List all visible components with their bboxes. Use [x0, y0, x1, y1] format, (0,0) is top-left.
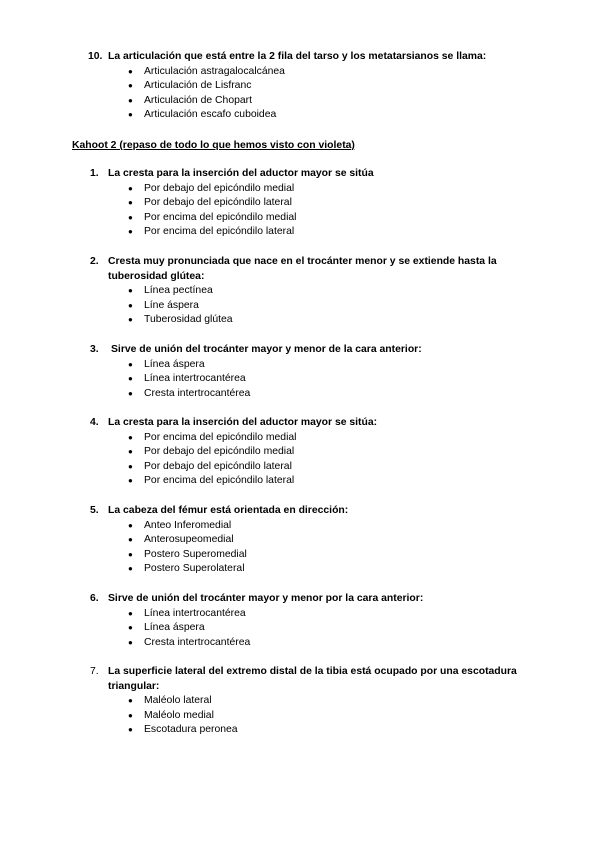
bullet-icon: ● [128, 461, 133, 471]
list-item [0, 387, 600, 402]
question-text: La superficie lateral del extremo distal de la tibia está ocupado por una escotadura triangular: [108, 666, 517, 692]
list-item [0, 211, 600, 226]
option-list [0, 182, 600, 240]
option-text: Tuberosidad glútea [144, 314, 233, 326]
question-text: La cresta para la inserción del aductor mayor se sitúa: [108, 417, 378, 428]
list-item [0, 79, 600, 94]
list-item [0, 445, 600, 460]
list-item [0, 299, 600, 314]
option-list [0, 607, 600, 651]
section-title: Kahoot 2 (repaso de todo lo que hemos visto con violeta) [72, 140, 355, 151]
bullet-icon: ● [128, 95, 133, 105]
bullet-icon: ● [128, 710, 133, 720]
option-text: Postero Superolateral [144, 563, 245, 575]
question-number: 5. [90, 505, 99, 516]
option-text: Por encima del epicóndilo medial [144, 431, 297, 443]
bullet-icon: ● [128, 520, 133, 530]
option-text: Articulación astragalocalcánea [144, 65, 285, 77]
option-text: Por encima del epicóndilo lateral [144, 475, 295, 487]
option-text: Por encima del epicóndilo medial [144, 211, 297, 223]
question-number: 3. [90, 344, 99, 355]
option-text: Línea áspera [144, 622, 205, 634]
list-item [0, 533, 600, 548]
question-text: La cabeza del fémur está orientada en dirección: [108, 505, 349, 516]
bullet-icon: ● [128, 212, 133, 222]
option-list [0, 694, 600, 738]
list-item [0, 562, 600, 577]
list-item [0, 548, 600, 563]
question-5 [0, 504, 600, 577]
option-text: Por debajo del epicóndilo lateral [144, 460, 292, 472]
list-item [0, 108, 600, 123]
list-item [0, 313, 600, 328]
list-item [0, 182, 600, 197]
option-text: Articulación de Lisfranc [144, 80, 252, 92]
option-text: Línea intertrocantérea [144, 607, 246, 619]
question-number: 1. [90, 168, 99, 179]
list-item [0, 474, 600, 489]
list-item [0, 723, 600, 738]
option-text: Línea pectínea [144, 285, 213, 296]
option-text: Por debajo del epicóndilo medial [144, 446, 295, 458]
bullet-icon: ● [128, 432, 133, 442]
option-text: Por encima del epicóndilo lateral [144, 226, 295, 238]
list-item [0, 94, 600, 109]
option-text: Línea áspera [144, 358, 205, 370]
question-6 [0, 592, 600, 650]
bullet-icon: ● [128, 447, 133, 457]
option-list [0, 284, 600, 328]
list-item [0, 621, 600, 636]
bullet-icon: ● [128, 359, 133, 369]
bullet-icon: ● [128, 81, 133, 91]
list-item [0, 709, 600, 724]
option-text: Líne áspera [144, 299, 199, 311]
list-item [0, 358, 600, 373]
option-text: Maléolo medial [144, 709, 214, 721]
list-item [0, 284, 600, 299]
list-item [0, 694, 600, 709]
question-text: Sirve de unión del trocánter mayor y menor por la cara anterior: [108, 593, 424, 604]
option-text: Articulación de Chopart [144, 94, 253, 106]
question-heading [0, 343, 528, 358]
question-3 [0, 343, 600, 401]
bullet-icon: ● [128, 66, 133, 76]
question-10 [0, 50, 600, 123]
question-heading [0, 592, 528, 607]
question-4 [0, 416, 600, 489]
bullet-icon: ● [128, 535, 133, 545]
question-number: 4. [90, 417, 99, 428]
option-text: Cresta intertrocantérea [144, 636, 251, 648]
option-list [0, 431, 600, 489]
question-number: 10. [88, 51, 103, 62]
question-heading [0, 255, 528, 284]
question-heading [0, 665, 528, 694]
option-list [0, 65, 600, 123]
question-number: 7. [90, 666, 99, 677]
option-text: Línea intertrocantérea [144, 373, 246, 385]
option-list [0, 519, 600, 577]
bullet-icon: ● [128, 623, 133, 633]
list-item [0, 607, 600, 622]
option-text: Escotadura peronea [144, 724, 238, 736]
option-text: Postero Superomedial [144, 548, 247, 560]
list-item [0, 372, 600, 387]
list-item [0, 65, 600, 80]
option-text: Por debajo del epicóndilo medial [144, 182, 295, 194]
bullet-icon: ● [128, 110, 133, 120]
question-heading [0, 167, 528, 182]
question-text: La cresta para la inserción del aductor mayor se sitúa [108, 168, 374, 179]
question-text: La articulación que está entre la 2 fila del tarso y los metatarsianos se llama: [108, 51, 487, 62]
bullet-icon: ● [128, 725, 133, 735]
bullet-icon: ● [128, 286, 133, 295]
option-text: Maléolo lateral [144, 695, 212, 706]
option-text: Por debajo del epicóndilo lateral [144, 197, 292, 209]
question-number: 2. [90, 256, 99, 267]
question-heading [0, 504, 528, 519]
question-2 [0, 255, 600, 328]
bullet-icon: ● [128, 315, 133, 325]
list-item [0, 460, 600, 475]
list-item [0, 196, 600, 211]
option-text: Anterosupeomedial [144, 534, 234, 546]
question-text: Cresta muy pronunciada que nace en el trocánter menor y se extiende hasta la tuberosidad glútea: [108, 256, 497, 282]
question-7 [0, 665, 600, 738]
bullet-icon: ● [128, 696, 133, 705]
bullet-icon: ● [128, 608, 133, 618]
list-item [0, 431, 600, 446]
question-heading [0, 416, 528, 431]
bullet-icon: ● [128, 564, 133, 574]
question-number: 6. [90, 593, 99, 604]
bullet-icon: ● [128, 388, 133, 398]
question-heading [0, 50, 528, 65]
bullet-icon: ● [128, 183, 133, 193]
bullet-icon: ● [128, 476, 133, 486]
bullet-icon: ● [128, 549, 133, 559]
option-text: Cresta intertrocantérea [144, 387, 251, 399]
bullet-icon: ● [128, 227, 133, 237]
bullet-icon: ● [128, 637, 133, 647]
list-item [0, 225, 600, 240]
bullet-icon: ● [128, 300, 133, 310]
option-text: Anteo Inferomedial [144, 519, 232, 531]
list-item [0, 519, 600, 534]
question-text: Sirve de unión del trocánter mayor y menor de la cara anterior: [111, 344, 422, 355]
bullet-icon: ● [128, 198, 133, 208]
option-text: Articulación escafo cuboidea [144, 109, 277, 121]
question-1 [0, 167, 600, 240]
bullet-icon: ● [128, 374, 133, 384]
list-item [0, 636, 600, 651]
option-list [0, 358, 600, 402]
